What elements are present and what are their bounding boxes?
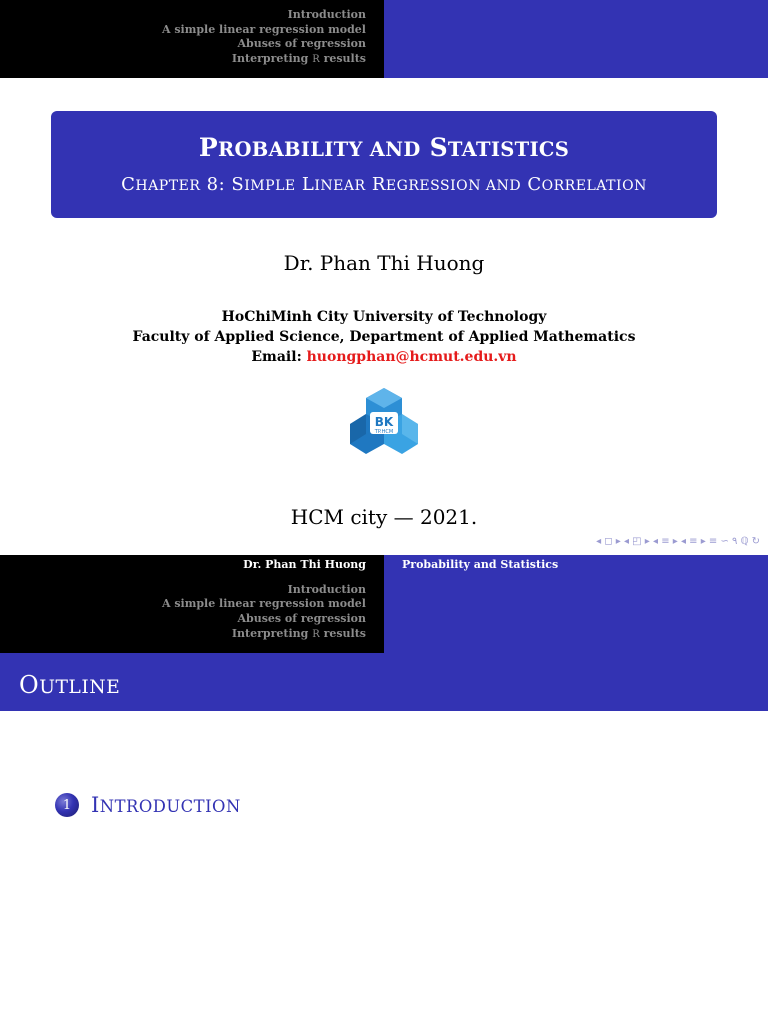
toc-item-introduction[interactable] xyxy=(55,793,241,817)
bk-university-logo-icon xyxy=(350,388,418,456)
email-link[interactable]: huongphan@hcmut.edu.vn xyxy=(306,349,517,365)
title-word-1-rest: ROBABILITY AND xyxy=(218,138,421,161)
title-word-2-rest: TATISTICS xyxy=(447,138,570,161)
toc-label-rest: NTRODUCTION xyxy=(99,797,241,816)
nav-interpreting-label: Interpreting xyxy=(231,626,309,640)
nav-abuses-of-regression[interactable]: Abuses of regression xyxy=(237,612,366,626)
subtitle-w3-rest: EGRESSION AND xyxy=(385,178,522,194)
subtitle-chapter-cap: C xyxy=(121,174,136,195)
subtitle-w2-rest: INEAR xyxy=(314,178,366,194)
subtitle-w2-cap: L xyxy=(301,174,315,195)
slide-header xyxy=(0,0,768,78)
frame-title-bar xyxy=(0,653,768,711)
subtitle-w4-cap: C xyxy=(527,174,542,195)
nav-abuses-of-regression[interactable]: Abuses of regression xyxy=(237,37,366,51)
beamer-navigation-controls[interactable]: ◂ ◻ ▸ ◂ ◰ ▸ ◂ ≡ ▸ ◂ ≡ ▸ ≡ ∽ ۹ ℚ ↻ xyxy=(596,536,760,547)
nav-simple-linear-regression-model[interactable]: A simple linear regression model xyxy=(161,597,366,611)
logo-bk-text: BK xyxy=(374,415,394,429)
slide-footer-header xyxy=(0,555,768,653)
r-logo-icon: R xyxy=(312,628,320,640)
faculty-name: Faculty of Applied Science, Department of Applied Mathematics xyxy=(132,329,636,345)
frame-title xyxy=(19,671,120,699)
footer-right xyxy=(384,555,768,653)
institution-name: HoChiMinh City University of Technology xyxy=(221,309,547,325)
toc-number-ball-icon: 1 xyxy=(55,793,79,817)
title-box xyxy=(51,111,717,218)
title-word-1-cap: P xyxy=(198,133,219,162)
email-line xyxy=(0,349,768,365)
footer-left xyxy=(0,555,384,653)
nav-interpreting-r-results[interactable] xyxy=(0,52,366,68)
footer-author: Dr. Phan Thi Huong xyxy=(243,558,366,571)
title-word-2-cap: S xyxy=(429,133,448,162)
header-right-band xyxy=(384,0,768,78)
nav-introduction[interactable]: Introduction xyxy=(287,8,366,21)
header-nav xyxy=(0,0,384,78)
r-logo-icon: R xyxy=(312,54,320,66)
subtitle-chapter-number: 8: xyxy=(206,174,226,195)
frame-title-cap: O xyxy=(19,671,40,699)
toc-item-label xyxy=(91,793,241,817)
frame-title-rest: UTLINE xyxy=(39,677,121,698)
nav-interpreting-label: Interpreting xyxy=(231,52,309,66)
presentation-date: HCM city — 2021. xyxy=(290,505,478,529)
nav-results-label: results xyxy=(323,52,366,66)
presentation-title xyxy=(51,133,717,162)
subtitle-chapter-rest: HAPTER xyxy=(135,178,201,194)
toc-label-cap: I xyxy=(91,793,100,817)
subtitle-w1-rest: IMPLE xyxy=(244,178,296,194)
nav-introduction[interactable]: Introduction xyxy=(287,582,366,596)
logo-tphcm-text: TP.HCM xyxy=(374,429,394,435)
subtitle-w1-cap: S xyxy=(231,174,245,195)
author-name: Dr. Phan Thi Huong xyxy=(283,251,485,275)
subtitle-w3-cap: R xyxy=(371,174,386,195)
nav-interpreting-r-results[interactable] xyxy=(0,627,366,643)
presentation-subtitle xyxy=(51,174,717,195)
footer-title: Probability and Statistics xyxy=(402,558,559,571)
subtitle-w4-rest: ORRELATION xyxy=(541,178,647,194)
nav-simple-linear-regression-model[interactable]: A simple linear regression model xyxy=(161,22,366,36)
nav-results-label: results xyxy=(323,626,366,640)
email-label: Email: xyxy=(251,349,302,365)
